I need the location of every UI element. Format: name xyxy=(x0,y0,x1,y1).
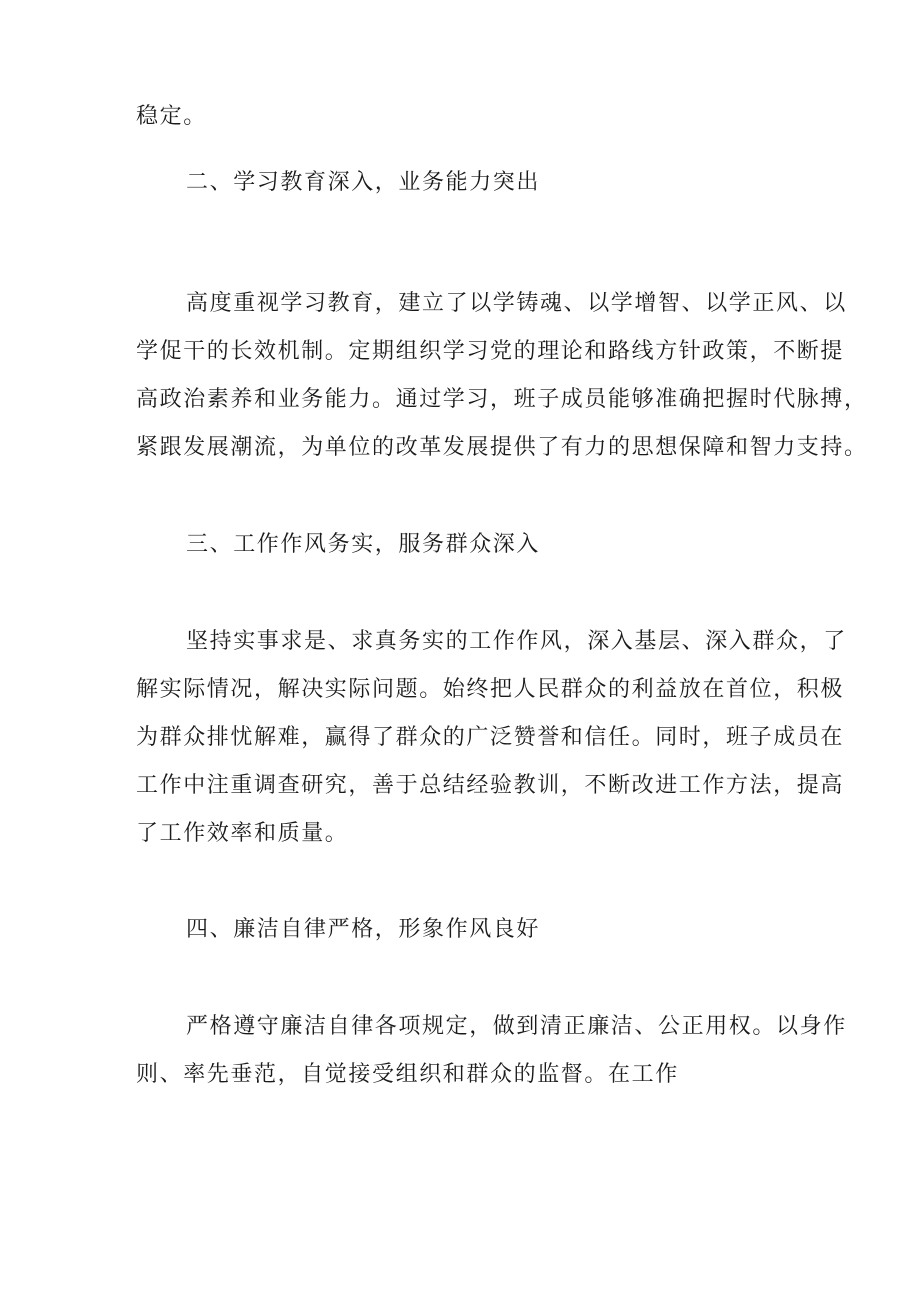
paragraph-line: 稳定。 xyxy=(136,104,207,129)
paragraph-line: 了工作效率和质量。 xyxy=(136,821,349,846)
paragraph-line: 严格遵守廉洁自律各项规定，做到清正廉洁、公正用权。以身作 xyxy=(186,1014,847,1039)
paragraph-line: 解实际情况，解决实际问题。始终把人民群众的利益放在首位，积极 xyxy=(136,677,845,702)
paragraph-line: 高度重视学习教育，建立了以学铸魂、以学增智、以学正风、以 xyxy=(186,291,847,316)
paragraph-line: 为群众排忧解难，赢得了群众的广泛赞誉和信任。同时，班子成员在 xyxy=(136,725,845,750)
section-heading-3: 三、工作作风务实，服务群众深入 xyxy=(186,532,541,557)
paragraph-line: 工作中注重调查研究，善于总结经验教训，不断改进工作方法，提高 xyxy=(136,773,845,798)
paragraph-line: 学促干的长效机制。定期组织学习党的理论和路线方针政策，不断提 xyxy=(136,339,845,364)
paragraph-line: 紧跟发展潮流，为单位的改革发展提供了有力的思想保障和智力支持。 xyxy=(136,435,868,460)
paragraph-line: 则、率先垂范，自觉接受组织和群众的监督。在工作 xyxy=(136,1062,679,1087)
section-heading-4: 四、廉洁自律严格，形象作风良好 xyxy=(186,917,541,942)
paragraph-line: 高政治素养和业务能力。通过学习，班子成员能够准确把握时代脉搏， xyxy=(136,387,868,412)
paragraph-line: 坚持实事求是、求真务实的工作作风，深入基层、深入群众，了 xyxy=(186,629,847,654)
section-heading-2: 二、学习教育深入，业务能力突出 xyxy=(186,170,541,195)
